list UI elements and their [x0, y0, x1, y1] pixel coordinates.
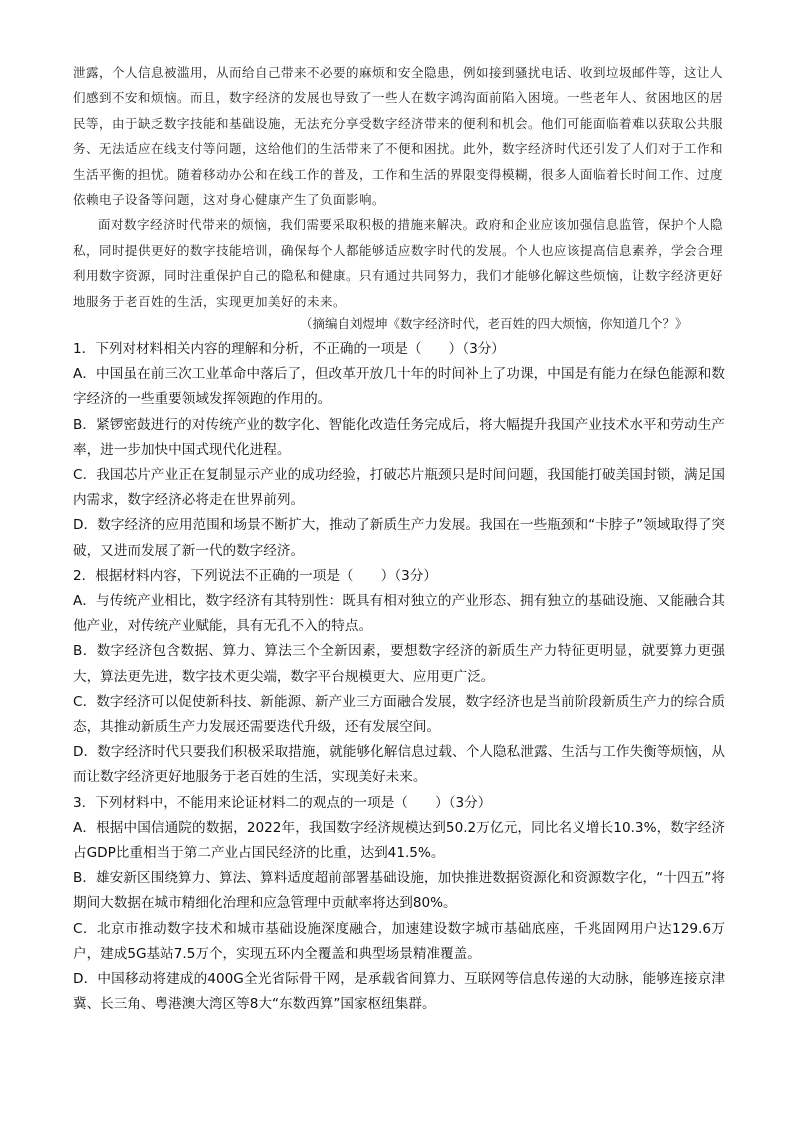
question-3 — [73, 791, 725, 1018]
option-b: B．雄安新区围绕算力、算法、算料适度超前部署基础设施，加快推进数据资源化和资源数字化，“十四五”将期间大数据在城市精细化治理和应急管理中贡献率将达到80%。 — [73, 870, 725, 912]
option-c: C．北京市推动数字技术和城市基础设施深度融合，加速建设数字城市基础底座，千兆固网用户达129.6万户，建成5G基站7.5万个，实现五环内全覆盖和典型场景精准覆盖。 — [73, 920, 725, 962]
question-1 — [73, 337, 725, 564]
option-b: B．数字经济包含数据、算力、算法三个全新因素，要想数字经济的新质生产力特征更明显，就要算力更强大，算法更先进，数字技术更尖端，数字平台规模更大、应用更广泛。 — [73, 643, 725, 685]
passage-paragraph-1: 泄露，个人信息被滥用，从而给自己带来不必要的麻烦和安全隐患，例如接到骚扰电话、收到垃圾邮件等，这让人们感到不安和烦恼。而且，数字经济的发展也导致了一些人在数字鸿沟面前陷入困境。一些老年人、贫困地区的居民等，由于缺乏数字技能和基础设施，无法充分享受数字经济带来的便利和机会。他们可能面临着难以获取公共服务、无法适应在线支付等问题，这给他们的生活带来了不便和困扰。此外，数字经济时代还引发了人们对于工作和生活平衡的担忧。随着移动办公和在线工作的普及，工作和生活的界限变得模糊，很多人面临着长时间工作、过度依赖电子设备等问题，这对身心健康产生了负面影响。 — [73, 65, 724, 208]
option-d: D．中国移动将建成的400G全光省际骨干网，是承载省间算力、互联网等信息传递的大动脉，能够连接京津冀、长三角、粤港澳大湾区等8大“东数西算”国家枢纽集群。 — [73, 971, 725, 1013]
option-a: A．中国虽在前三次工业革命中落后了，但改革开放几十年的时间补上了功课，中国是有能力在绿色能源和数字经济的一些重要领域发挥领跑的作用的。 — [73, 366, 725, 408]
option-b: B．紧锣密鼓进行的对传统产业的数字化、智能化改造任务完成后，将大幅提升我国产业技术水平和劳动生产率，进一步加快中国式现代化进程。 — [73, 416, 725, 458]
question-2 — [73, 564, 725, 791]
option-d: D．数字经济时代只要我们积极采取措施，就能够化解信息过载、个人隐私泄露、生活与工作失衡等烦恼，从而让数字经济更好地服务于老百姓的生活，实现美好未来。 — [73, 744, 725, 786]
question-stem: 2．根据材料内容，下列说法不正确的一项是（ ）（3分） — [73, 567, 437, 584]
passage-paragraph-2: 面对数字经济时代带来的烦恼，我们需要采取积极的措施来解决。政府和企业应该加强信息监管，保护个人隐私，同时提供更好的数字技能培训，确保每个人都能够适应数字时代的发展。个人也应该提高信息素养，学会合理利用数字资源，同时注重保护自己的隐私和健康。只有通过共同努力，我们才能够化解这些烦恼，让数字经济更好地服务于老百姓的生活，实现更加美好的未来。 — [73, 217, 724, 309]
option-c: C．数字经济可以促使新科技、新能源、新产业三方面融合发展，数字经济也是当前阶段新质生产力的综合质态，其推动新质生产力发展还需要迭代升级，还有发展空间。 — [73, 693, 725, 736]
reading-passage — [73, 60, 723, 314]
option-a: A．根据中国信通院的数据，2022年，我国数字经济规模达到50.2万亿元，同比名义增长10.3%，数字经济占GDP比重相当于第二产业占国民经济的比重，达到41.5%。 — [73, 819, 725, 862]
question-stem: 3．下列材料中，不能用来论证材料二的观点的一项是（ ）（3分） — [73, 794, 492, 811]
option-c: C．我国芯片产业正在复制显示产业的成功经验，打破芯片瓶颈只是时间问题，我国能打破美国封锁，满足国内需求，数字经济必将走在世界前列。 — [73, 467, 725, 509]
option-a: A．与传统产业相比，数字经济有其特别性：既具有相对独立的产业形态、拥有独立的基础设施、又能融合其他产业，对传统产业赋能，具有无孔不入的特点。 — [73, 593, 725, 635]
question-list — [73, 337, 725, 1017]
option-d: D．数字经济的应用范围和场景不断扩大，推动了新质生产力发展。我国在一些瓶颈和“卡脖子”领域取得了突破，又进而发展了新一代的数字经济。 — [73, 517, 725, 559]
passage-source: （摘编自刘煜坤《数字经济时代，老百姓的四大烦恼，你知道几个？》 — [300, 316, 688, 331]
question-stem: 1．下列对材料相关内容的理解和分析，不正确的一项是（ ）（3分） — [73, 341, 505, 357]
